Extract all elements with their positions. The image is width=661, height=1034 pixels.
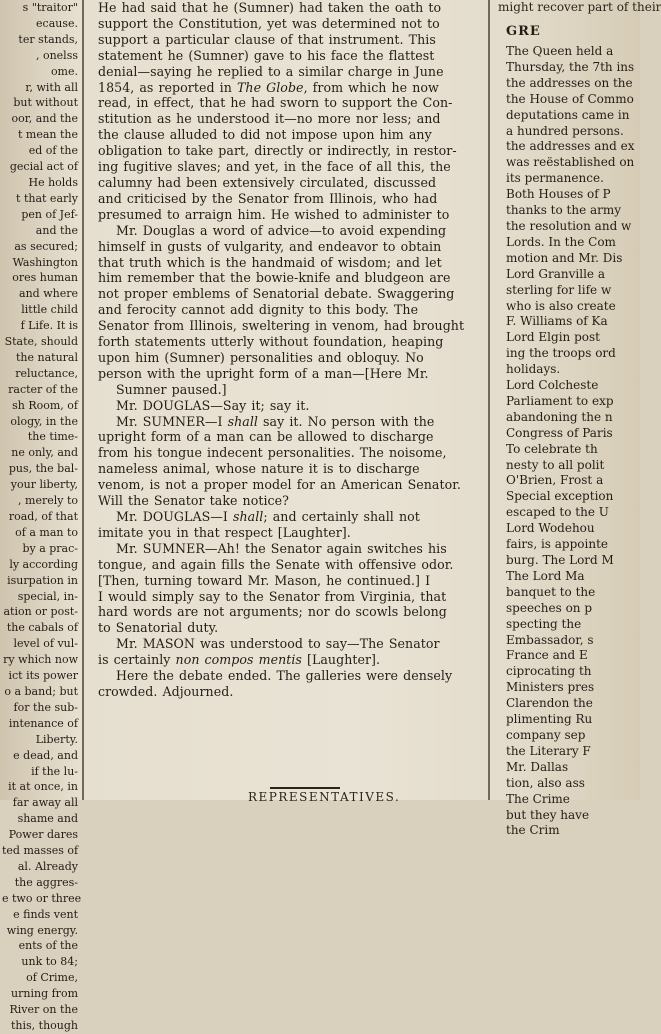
left-column-line: , onelss xyxy=(35,48,78,62)
main-column-line: upright form of a man can be allowed to discharge xyxy=(98,429,434,445)
right-column-line: thanks to the army xyxy=(506,203,622,218)
left-column-line: the natural xyxy=(16,350,78,364)
left-column-line: s "traitor" xyxy=(22,1,78,14)
left-column-line: isurpation in xyxy=(7,573,78,587)
main-column-line: crowded. Adjourned. xyxy=(98,683,234,699)
right-column-line: Both Houses of P xyxy=(506,187,611,202)
main-column-line: Senator from Illinois, sweltering in venom, had brought xyxy=(98,318,465,334)
right-column-line: tion, also ass xyxy=(506,775,585,790)
right-column-line: Ministers pres xyxy=(506,680,595,695)
left-column-line: ter stands, xyxy=(18,32,78,46)
main-column-line: tongue, and again fills the Senate with offensive odor. xyxy=(98,556,454,572)
right-column-line: Lord Wodehou xyxy=(506,521,595,536)
left-column-line: ome. xyxy=(50,64,78,78)
main-column-line: is certainly non compos mentis [Laughter]. xyxy=(98,652,381,668)
main-column-line: hard words are not arguments; nor do scowls belong xyxy=(98,604,447,620)
left-column-line: Washington xyxy=(12,255,78,269)
left-column-line: wing energy. xyxy=(6,923,78,937)
left-column-line: special, in- xyxy=(17,589,78,603)
main-column-line: upon him (Sumner) personalities and obloquy. No xyxy=(98,349,424,365)
left-column-line: the aggres- xyxy=(14,875,78,889)
main-column-line: Sumner paused.] xyxy=(116,381,227,397)
left-column-line: Liberty. xyxy=(35,732,78,746)
right-column-line: fairs, is appointe xyxy=(506,537,608,552)
left-column-line: intenance of xyxy=(8,716,78,730)
right-column-line: Lord Granville a xyxy=(506,266,605,281)
left-column-line: r, with all xyxy=(25,80,78,94)
right-column-line: To celebrate th xyxy=(506,441,598,456)
main-column-line: support a particular clause of that instrument. This xyxy=(98,31,436,47)
left-column-line: but without xyxy=(13,96,78,110)
left-column-line: this, though xyxy=(11,1019,78,1032)
right-column-line: deputations came in xyxy=(506,107,630,122)
main-column-line: forth statements utterly without foundation, heaping xyxy=(98,334,444,350)
column-rule-left xyxy=(82,0,84,800)
main-column-line: that truth which is the handmaid of wisdom; and let xyxy=(98,254,442,270)
right-column-line: ciprocating th xyxy=(506,664,592,679)
left-column-line: ry which now xyxy=(3,653,78,667)
main-column-line: [Then, turning toward Mr. Mason, he continued.] I xyxy=(98,572,431,588)
right-column-line: but they have xyxy=(506,807,590,822)
left-column-line: e finds vent xyxy=(13,907,78,921)
left-column-line: of Crime, xyxy=(26,971,78,985)
right-column-line: The Queen held a xyxy=(506,44,614,58)
left-column-line: ation or post- xyxy=(3,605,78,619)
right-column-line: was reëstablished on xyxy=(506,155,635,170)
left-column-line: urning from xyxy=(11,987,78,1001)
bottom-section-heading: REPRESENTATIVES. xyxy=(248,790,401,804)
right-column-line: nesty to all polit xyxy=(506,457,605,472)
right-column xyxy=(492,0,661,838)
main-column-line: himself in gusts of vulgarity, and endeavor to obtain xyxy=(98,238,442,254)
left-column-line: River on the xyxy=(9,1003,78,1017)
left-column-line: Power dares xyxy=(8,828,78,842)
left-column-line: t mean the xyxy=(17,128,78,142)
left-column-line: ology, in the xyxy=(10,414,78,428)
left-column-line: ne only, and xyxy=(11,446,78,460)
left-column-line: far away all xyxy=(12,796,78,810)
left-column-line: o a band; but xyxy=(4,684,78,698)
right-column-line: The Lord Ma xyxy=(506,568,585,583)
right-column-line: the resolution and w xyxy=(506,218,632,233)
right-column-line: Congress of Paris xyxy=(506,425,613,440)
main-column-line: from his tongue indecent personalities. The noisome, xyxy=(98,445,447,461)
right-column-line: Lord Colcheste xyxy=(506,378,599,393)
left-column-line: ents of the xyxy=(18,939,78,953)
main-column-line: statement he (Sumner) gave to his face the flattest xyxy=(98,47,435,63)
main-column-line: 1854, as reported in The Globe, from which he now xyxy=(98,79,439,95)
right-column-line: Embassador, s xyxy=(506,632,594,647)
left-column xyxy=(0,0,82,1032)
left-column-line: unk to 84; xyxy=(21,955,78,969)
right-column-line: the addresses on the xyxy=(506,75,633,90)
right-column-line: Special exception xyxy=(506,489,614,504)
main-column-line: read, in effect, that he had sworn to support the Con- xyxy=(98,95,453,111)
right-column-line: ing the troops ord xyxy=(506,346,616,361)
main-column-line: him remember that the bowie-knife and bludgeon are xyxy=(98,270,451,286)
left-column-line: gecial act of xyxy=(9,160,78,174)
right-column-line: O'Brien, Frost a xyxy=(506,473,604,488)
left-column-line: State, should xyxy=(4,335,78,349)
main-column-line: nameless animal, whose nature it is to discharge xyxy=(98,461,420,477)
left-column-line: sh Room, of xyxy=(12,398,78,412)
left-column-line: level of vul- xyxy=(13,637,78,651)
left-column-line: racter of the xyxy=(8,382,78,396)
left-column-line: pen of Jef- xyxy=(21,207,78,221)
main-column-line: venom, is not a proper model for an American Senator. xyxy=(98,477,461,493)
right-column-line: motion and Mr. Dis xyxy=(506,250,623,265)
right-column-line: holidays. xyxy=(506,362,561,377)
right-column-line: abandoning the n xyxy=(506,409,613,424)
right-column-line: burg. The Lord M xyxy=(506,553,614,567)
right-column-line: Lord Elgin post xyxy=(506,330,600,345)
main-column-line: ing fugitive slaves; and yet, in the face of all this, the xyxy=(98,159,451,175)
left-column-line: al. Already xyxy=(17,859,78,873)
main-column-line: presumed to arraign him. He wished to administer to xyxy=(98,206,450,222)
right-column-line: Thursday, the 7th ins xyxy=(506,59,635,74)
left-column-line: reluctance, xyxy=(15,366,78,380)
left-column-line: e dead, and xyxy=(13,748,78,762)
main-column-line: Mr. SUMNER—Ah! the Senator again switches his xyxy=(116,540,447,556)
main-column-line: person with the upright form of a man—[Here Mr. xyxy=(98,365,429,381)
right-column-line: the Crim xyxy=(506,823,560,838)
main-column xyxy=(98,0,503,800)
main-column-line: Mr. DOUGLAS—I shall; and certainly shall not xyxy=(116,509,420,524)
left-column-line: pus, the bal- xyxy=(8,462,78,476)
main-column-line: calumny had been extensively circulated, discussed xyxy=(98,174,437,190)
right-column-line: specting the xyxy=(506,616,582,631)
left-column-line: your liberty, xyxy=(10,478,78,492)
left-column-line: the time- xyxy=(27,430,78,444)
right-column-line: banquet to the xyxy=(506,584,596,599)
left-column-line: ict its power xyxy=(8,669,78,683)
main-column-line: Mr. MASON was understood to say—The Senator xyxy=(116,636,440,652)
right-column-line: who is also create xyxy=(506,298,616,313)
left-column-line: of a man to xyxy=(15,525,78,539)
article-end-rule xyxy=(270,787,340,789)
left-column-line: , merely to xyxy=(18,494,78,508)
main-column-line: support the Constitution, yet was determined not to xyxy=(98,15,440,31)
left-column-line: for the sub- xyxy=(13,700,78,714)
left-column-line: ores human xyxy=(12,271,78,285)
right-column-line: F. Williams of Ka xyxy=(506,314,608,329)
left-column-line: ed of the xyxy=(28,144,78,158)
main-column-line: Will the Senator take notice? xyxy=(98,493,289,509)
main-column-line: the clause alluded to did not impose upon him any xyxy=(98,127,432,143)
main-column-line: and ferocity cannot add dignity to this body. The xyxy=(98,302,419,318)
main-column-line: to Senatorial duty. xyxy=(98,620,219,636)
right-column-line: speeches on p xyxy=(506,600,593,615)
main-column-line: obligation to take part, directly or indirectly, in restor- xyxy=(98,143,457,159)
main-column-line: Here the debate ended. The galleries were densely xyxy=(116,668,453,684)
right-column-line: the addresses and ex xyxy=(506,139,635,154)
right-column-line: France and E xyxy=(506,648,588,663)
right-column-line: its permanence. xyxy=(506,171,604,186)
left-column-line: f Life. It is xyxy=(20,319,78,333)
main-column-line: I would simply say to the Senator from Virginia, that xyxy=(98,588,447,604)
right-column-line: Mr. Dallas xyxy=(506,759,569,774)
left-column-line: the cabals of xyxy=(6,621,78,635)
right-column-line: sterling for life w xyxy=(506,282,612,297)
left-column-line: if the lu- xyxy=(31,764,78,778)
main-column-line: imitate you in that respect [Laughter]. xyxy=(98,524,351,540)
left-column-line: He holds xyxy=(28,175,78,189)
left-column-line: ly according xyxy=(9,557,78,571)
left-column-line: t that early xyxy=(16,191,78,205)
main-column-line: and criticised by the Senator from Illinois, who had xyxy=(98,190,438,206)
left-column-line: ted masses of xyxy=(2,844,79,858)
left-column-line: and where xyxy=(19,287,78,301)
right-column-line: Clarendon the xyxy=(506,696,593,711)
right-column-line: the Literary F xyxy=(506,743,591,758)
left-column-line: shame and xyxy=(17,812,78,826)
left-column-line: and the xyxy=(35,223,78,237)
left-column-line: as secured; xyxy=(14,239,78,253)
right-column-line: escaped to the U xyxy=(506,505,609,520)
left-column-line: road, of that xyxy=(8,510,78,523)
main-column-line: Mr. DOUGLAS—Say it; say it. xyxy=(116,397,310,413)
main-column-line: He had said that he (Sumner) had taken the oath to xyxy=(98,0,442,15)
right-column-line: the House of Commo xyxy=(506,91,634,106)
right-column-line: The Crime xyxy=(506,791,570,806)
main-column-line: Mr. SUMNER—I shall say it. No person with the xyxy=(116,413,435,429)
main-column-line: stitution as he understood it—no more nor less; and xyxy=(98,111,441,127)
left-column-line: it at once, in xyxy=(8,780,78,794)
main-column-line: denial—saying he replied to a similar charge in June xyxy=(98,63,444,79)
main-column-line: not proper emblems of Senatorial debate. Swaggering xyxy=(98,286,455,302)
left-column-line: by a prac- xyxy=(22,541,78,555)
right-column-line: Parliament to exp xyxy=(506,393,614,408)
right-column-top-gap xyxy=(506,0,654,44)
left-column-line: oor, and the xyxy=(11,112,78,126)
right-column-header: GRE xyxy=(506,24,541,39)
right-column-line: Lords. In the Com xyxy=(506,234,616,249)
right-column-line: company sep xyxy=(506,727,586,742)
top-right-fragment: might recover part of their xyxy=(498,0,661,14)
right-column-line: plimenting Ru xyxy=(506,712,593,727)
left-column-line: e two or three xyxy=(2,891,82,905)
right-column-line: a hundred persons. xyxy=(506,123,624,138)
main-column-line: Mr. Douglas a word of advice—to avoid expending xyxy=(116,222,447,238)
left-column-line: ecause. xyxy=(36,16,78,30)
left-column-line: little child xyxy=(21,303,78,317)
